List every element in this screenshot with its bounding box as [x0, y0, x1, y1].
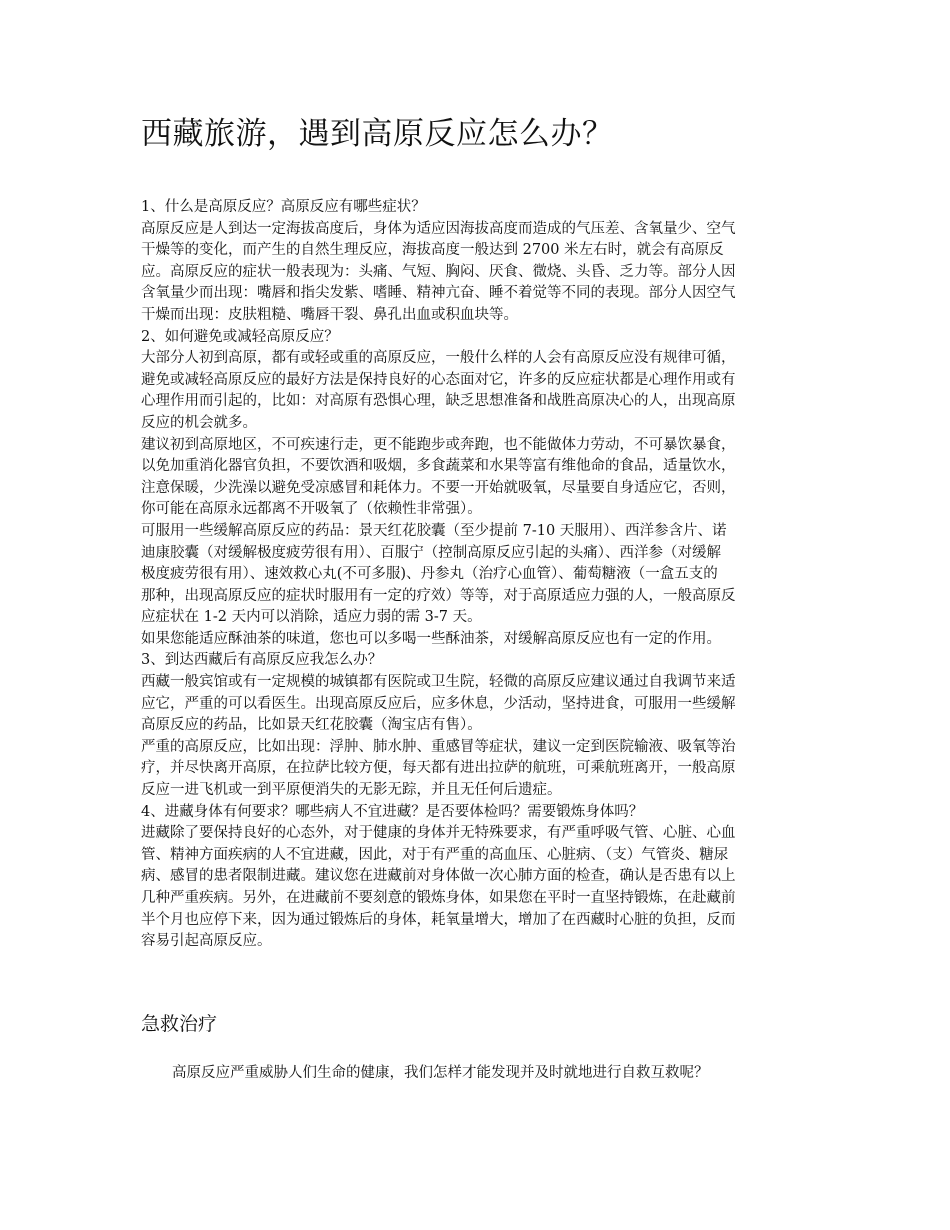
text-line: 几种严重疾病。另外，在进藏前不要刻意的锻炼身体，如果您在平时一直坚持锻炼，在赴藏前	[141, 890, 736, 906]
text-line: 管、精神方面疾病的人不宜进藏，因此，对于有严重的高血压、心脏病、（支）气管炎、糖尿	[141, 846, 729, 863]
text-line: 建议初到高原地区，不可疾速行走，更不能跑步或奔跑，也不能做体力劳动，不可暴饮暴食，	[141, 436, 736, 453]
text-line: 应它，严重的可以看医生。出现高原反应后，应多休息，少活动，坚持进食，可服用一些缓解	[141, 695, 736, 712]
text-line: 疗，并尽快离开高原，在拉萨比较方便，每天都有进出拉萨的航班，可乘航班离开，一般高原	[141, 760, 736, 777]
question-heading-3: 3、到达西藏后有高原反应我怎么办？	[141, 652, 383, 669]
text-line: 大部分人初到高原，都有或轻或重的高原反应，一般什么样的人会有高原反应没有规律可循，	[141, 350, 736, 367]
text-line: 反应一进飞机或一到平原便消失的无影无踪，并且无任何后遗症。	[141, 782, 562, 799]
text-line: 含氧量少而出现：嘴唇和指尖发紫、嗜睡、精神亢奋、睡不着觉等不同的表现。部分人因空气	[141, 285, 736, 302]
text-line: 西藏一般宾馆或有一定规模的城镇都有医院或卫生院，轻微的高原反应建议通过自我调节来适	[141, 674, 736, 691]
text-line: 你可能在高原永远都离不开吸氧了（依赖性非常强）。	[141, 501, 482, 518]
text-line: 迪康胶囊（对缓解极度疲劳很有用）、百服宁（控制高原反应引起的头痛）、西洋参（对缓解	[141, 544, 721, 561]
article-body	[141, 197, 815, 953]
section-title: 急救治疗	[141, 1013, 218, 1035]
section-intro: 高原反应严重威胁人们生命的健康，我们怎样才能发现并及时就地进行自救互救呢？	[172, 1065, 709, 1081]
text-line: 应。高原反应的症状一般表现为：头痛、气短、胸闷、厌食、微烧、头昏、乏力等。部分人因	[141, 263, 736, 280]
text-line: 高原反应是人到达一定海拔高度后，身体为适应因海拔高度而造成的气压差、含氧量少、空气	[141, 220, 736, 237]
text-line: 容易引起高原反应。	[141, 933, 272, 950]
question-heading-2: 2、如何避免或减轻高原反应？	[141, 328, 339, 345]
text-line: 干燥等的变化，而产生的自然生理反应，海拔高度一般达到 2700 米左右时，就会有高原反	[141, 242, 724, 259]
text-line: 应症状在 1-2 天内可以消除，适应力弱的需 3-7 天。	[141, 609, 482, 626]
text-line: 干燥而出现：皮肤粗糙、嘴唇干裂、鼻孔出血或积血块等。	[141, 306, 518, 323]
text-line: 心理作用而引起的，比如：对高原有恐惧心理，缺乏思想准备和战胜高原决心的人，出现高原	[141, 393, 736, 410]
text-line: 可服用一些缓解高原反应的药品：景天红花胶囊（至少提前 7-10 天服用）、西洋参含片、诺	[141, 522, 727, 539]
document-title: 西藏旅游，遇到高原反应怎么办？	[141, 116, 614, 152]
question-heading-1: 1、什么是高原反应？高原反应有哪些症状？	[141, 199, 426, 215]
text-line: 严重的高原反应，比如出现：浮肿、肺水肿、重感冒等症状，建议一定到医院输液、吸氧等治	[141, 738, 736, 755]
text-line: 病、感冒的患者限制进藏。建议您在进藏前对身体做一次心肺方面的检查，确认是否患有以上	[141, 868, 736, 885]
question-heading-4: 4、进藏身体有何要求？哪些病人不宜进藏？是否要体检吗？需要锻炼身体吗？	[141, 803, 644, 820]
text-line: 进藏除了要保持良好的心态外，对于健康的身体并无特殊要求，有严重呼吸气管、心脏、心血	[141, 825, 736, 842]
text-line: 注意保暖，少洗澡以避免受凉感冒和耗体力。不要一开始就吸氧，尽量要自身适应它，否则，	[141, 479, 736, 496]
text-line: 那种，出现高原反应的症状时服用有一定的疗效）等等，对于高原适应力强的人，一般高原反	[141, 587, 736, 604]
text-line: 避免或减轻高原反应的最好方法是保持良好的心态面对它，许多的反应症状都是心理作用或有	[141, 371, 736, 388]
text-line: 半个月也应停下来，因为通过锻炼后的身体，耗氧量增大，增加了在西藏时心脏的负担，反而	[141, 911, 736, 928]
text-line: 反应的机会就多。	[141, 414, 257, 431]
text-line: 以免加重消化器官负担，不要饮酒和吸烟，多食蔬菜和水果等富有维他命的食品，适量饮水，	[141, 458, 736, 475]
text-line: 如果您能适应酥油茶的味道，您也可以多喝一些酥油茶，对缓解高原反应也有一定的作用。	[141, 630, 721, 647]
text-line: 极度疲劳很有用）、速效救心丸(不可多服)、丹参丸（治疗心血管）、葡萄糖液（一盒五支的	[141, 566, 718, 583]
text-line: 高原反应的药品，比如景天红花胶囊（淘宝店有售）。	[141, 717, 482, 734]
